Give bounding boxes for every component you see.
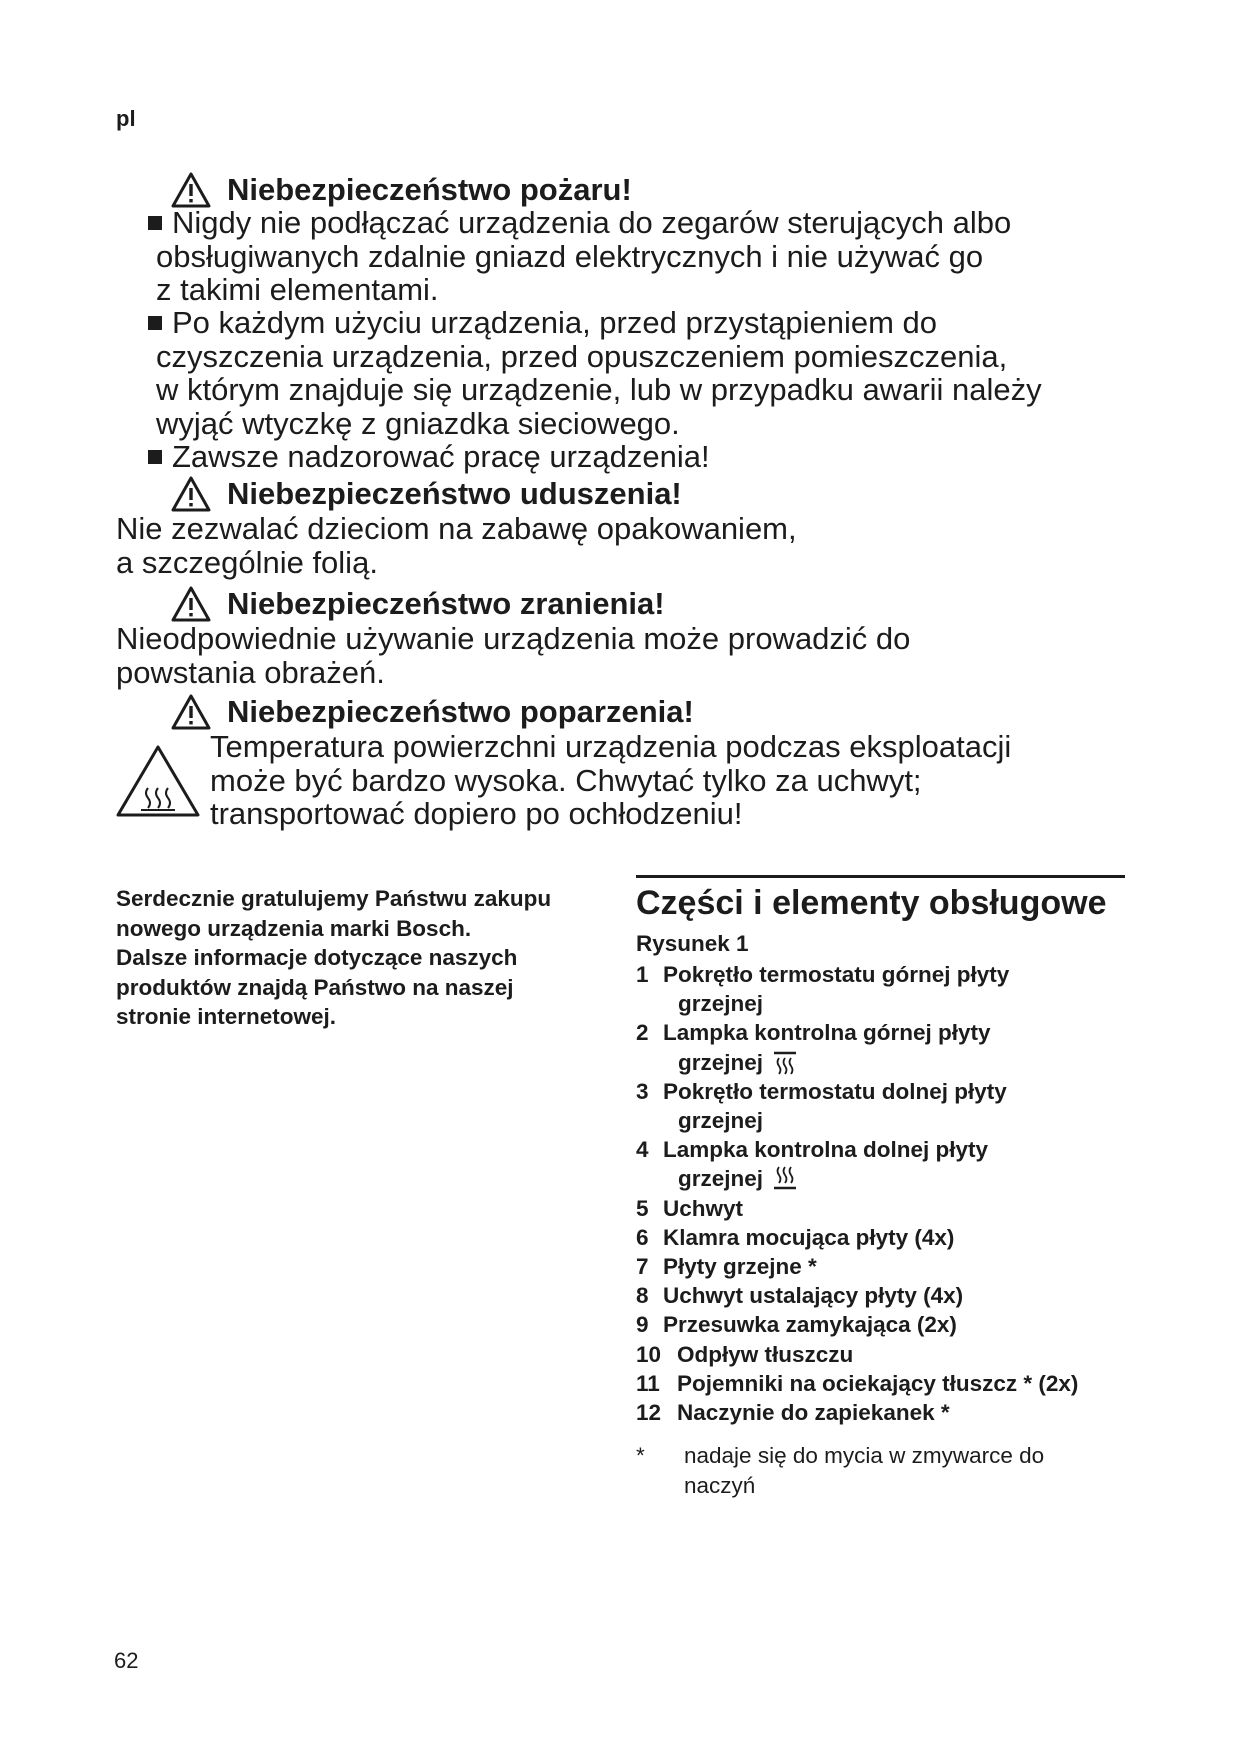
list-item: 2 Lampka kontrolna górnej płyty bbox=[636, 1020, 991, 1046]
list-item: 10 Odpływ tłuszczu bbox=[636, 1341, 854, 1367]
parts-list bbox=[636, 960, 1146, 1427]
warning-triangle-icon bbox=[171, 476, 211, 512]
intro-paragraph: Serdecznie gratulujemy Państwu zakupu nowego urządzenia marki Bosch. Dalsze informacje dotyczące naszych produktów znajdą Państwo na naszej stronie internetowej. bbox=[116, 886, 552, 1029]
burn-text: Temperatura powierzchni urządzenia podczas eksploatacji może być bardzo wysoka. Chwytać tylko za uchwyt; transportować dopiero po ochłodzeniu! bbox=[210, 729, 1012, 831]
list-item: 8 Uchwyt ustalający płyty (4x) bbox=[636, 1283, 964, 1309]
suffocation-warning-heading: Niebezpieczeństwo uduszenia! bbox=[171, 476, 682, 512]
top-heat-icon bbox=[771, 1048, 799, 1076]
list-item: 7 Płyty grzejne * bbox=[636, 1254, 817, 1280]
burn-warning-heading: Niebezpieczeństwo poparzenia! bbox=[171, 694, 694, 730]
list-item: 11 Pojemniki na ociekający tłuszcz * (2x) bbox=[636, 1370, 1079, 1396]
bottom-heat-icon bbox=[771, 1165, 799, 1193]
bullet-square-icon bbox=[148, 450, 162, 464]
fire-warning-heading: Niebezpieczeństwo pożaru! bbox=[171, 172, 632, 208]
list-item: 12 Naczynie do zapiekanek * bbox=[636, 1400, 950, 1426]
hot-surface-icon bbox=[115, 744, 201, 818]
language-code: pl bbox=[116, 106, 136, 131]
bullet-square-icon bbox=[148, 316, 162, 330]
list-item: 9 Przesuwka zamykająca (2x) bbox=[636, 1312, 957, 1338]
warning-triangle-icon bbox=[171, 172, 211, 208]
list-item-continuation: grzejnej bbox=[678, 1108, 764, 1134]
page-number: 62 bbox=[114, 1648, 139, 1673]
list-item: 3 Pokrętło termostatu dolnej płyty bbox=[636, 1078, 1007, 1104]
list-item: 4 Lampka kontrolna dolnej płyty bbox=[636, 1137, 989, 1163]
warning-triangle-icon bbox=[171, 586, 211, 622]
warning-triangle-icon bbox=[171, 694, 211, 730]
list-item-continuation: grzejnej bbox=[636, 1048, 1146, 1077]
injury-warning-heading: Niebezpieczeństwo zranienia! bbox=[171, 586, 665, 622]
injury-text: Nieodpowiednie używanie urządzenia może prowadzić do powstania obrażeń. bbox=[116, 621, 911, 690]
section-title: Części i elementy obsługowe bbox=[636, 884, 1107, 922]
list-item: 5 Uchwyt bbox=[636, 1195, 744, 1221]
fire-bullet-3: Zawsze nadzorować pracę urządzenia! bbox=[148, 440, 710, 474]
list-item: 6 Klamra mocująca płyty (4x) bbox=[636, 1224, 955, 1250]
suffocation-text: Nie zezwalać dzieciom na zabawę opakowaniem, a szczególnie folią. bbox=[116, 511, 797, 580]
list-item-continuation: grzejnej bbox=[678, 991, 764, 1017]
figure-label: Rysunek 1 bbox=[636, 931, 749, 956]
fire-bullet-1: Nigdy nie podłączać urządzenia do zegarów sterujących albo obsługiwanych zdalnie gniazd elektrycznych i nie używać go z takimi elementami. bbox=[148, 206, 1011, 307]
fire-bullet-2: Po każdym użyciu urządzenia, przed przystąpieniem do czyszczenia urządzenia, przed opuszczeniem pomieszczenia, w którym znajduje się urządzenie, lub w przypadku awarii należy wyjąć wtyczkę z gniazdka sieciowego. bbox=[148, 306, 1042, 440]
footnote: * nadaje się do mycia w zmywarce do naczyń bbox=[636, 1443, 1045, 1498]
section-divider bbox=[636, 875, 1125, 878]
list-item-continuation: grzejnej bbox=[636, 1164, 1146, 1193]
list-item: 1 Pokrętło termostatu górnej płyty bbox=[636, 962, 1010, 987]
bullet-square-icon bbox=[148, 216, 162, 230]
